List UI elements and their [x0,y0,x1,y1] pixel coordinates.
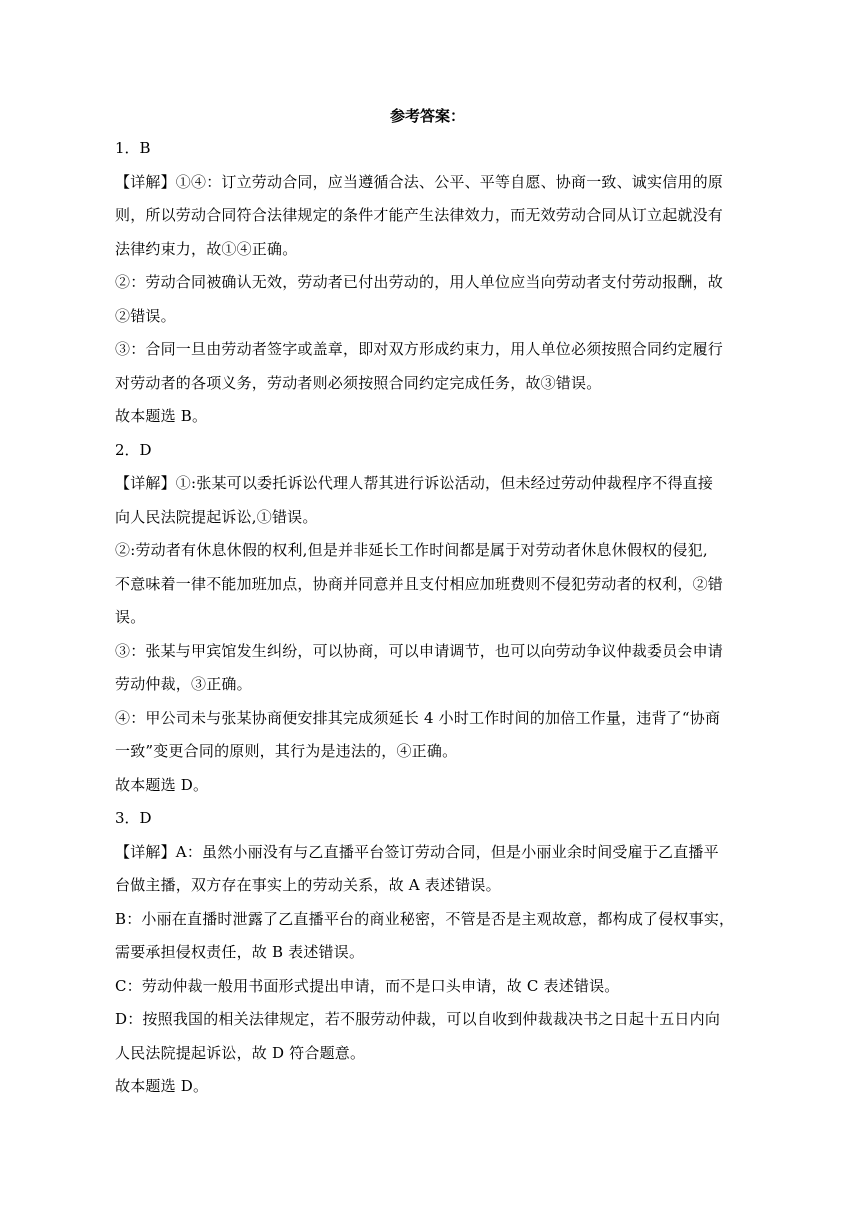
explanation-line: 【详解】①④：订立劳动合同，应当遵循合法、公平、平等自愿、协商一致、诚实信用的原 [115,172,724,191]
explanation-line: B：小丽在直播时泄露了乙直播平台的商业秘密，不管是否是主观故意，都构成了侵权事实， [115,909,735,928]
explanation-line: 台做主播，双方存在事实上的劳动关系，故 A 表述错误。 [115,876,501,894]
explanation-line: D：按照我国的相关法律规定，若不服劳动仲裁，可以自收到仲裁裁决书之日起十五日内向 [115,1010,721,1028]
explanation-line: 误。 [115,608,146,626]
explanation-line: C：劳动仲裁一般用书面形式提出申请，而不是口头申请，故 C 表述错误。 [115,976,620,995]
explanation-line: ②错误。 [115,306,176,325]
explanation-line: 一致”变更合同的原则，其行为是违法的，④正确。 [115,742,458,760]
conclusion-line: 故本题选 D。 [115,1077,209,1095]
explanation-line: ③：合同一旦由劳动者签字或盖章，即对双方形成约束力，用人单位必须按照合同约定履行 [115,340,724,358]
explanation-line: 【详解】①:张某可以委托诉讼代理人帮其进行诉讼活动，但未经过劳动仲裁程序不得直接 [115,474,714,492]
explanation-line: 劳动仲裁，③正确。 [115,675,252,693]
page-title: 参考答案： [389,107,465,125]
explanation-line: ②:劳动者有休息休假的权利,但是并非延长工作时间都是属于对劳动者休息休假权的侵犯, [115,541,708,559]
explanation-line: 对劳动者的各项义务，劳动者则必须按照合同约定完成任务，故③错误。 [115,373,602,392]
conclusion-line: 故本题选 D。 [115,775,209,794]
explanation-line: ②：劳动合同被确认无效，劳动者已付出劳动的，用人单位应当向劳动者支付劳动报酬，故 [115,273,724,291]
explanation-line: 不意味着一律不能加班加点，协商并同意并且支付相应加班费则不侵犯劳动者的权利，②错 [115,574,724,593]
explanation-line: 法律约束力，故①④正确。 [115,239,298,258]
explanation-line: ③：张某与甲宾馆发生纠纷，可以协商，可以申请调节，也可以向劳动争议仲裁委员会申请 [115,641,724,660]
question-number: 3．D [115,809,152,827]
question-number: 2．D [115,440,152,459]
question-1 [115,132,740,434]
conclusion-line: 故本题选 B。 [115,407,208,425]
explanation-line: 【详解】A：虽然小丽没有与乙直播平台签订劳动合同，但是小丽业余时间受雇于乙直播平 [115,842,719,861]
question-2 [115,434,740,803]
explanation-line: ④：甲公司未与张某协商便安排其完成须延长 4 小时工作时间的加倍工作量，违背了“协商 [115,708,721,727]
explanation-line: 需要承担侵权责任，故 B 表述错误。 [115,943,365,961]
explanation-line: 向人民法院提起诉讼,①错误。 [115,507,318,526]
question-3 [115,802,740,1104]
question-number: 1．B [115,139,151,157]
explanation-line: 则，所以劳动合同符合法律规定的条件才能产生法律效力，而无效劳动合同从订立起就没有 [115,206,724,224]
explanation-line: 人民法院提起诉讼，故 D 符合题意。 [115,1043,366,1062]
answer-document [115,100,740,1104]
